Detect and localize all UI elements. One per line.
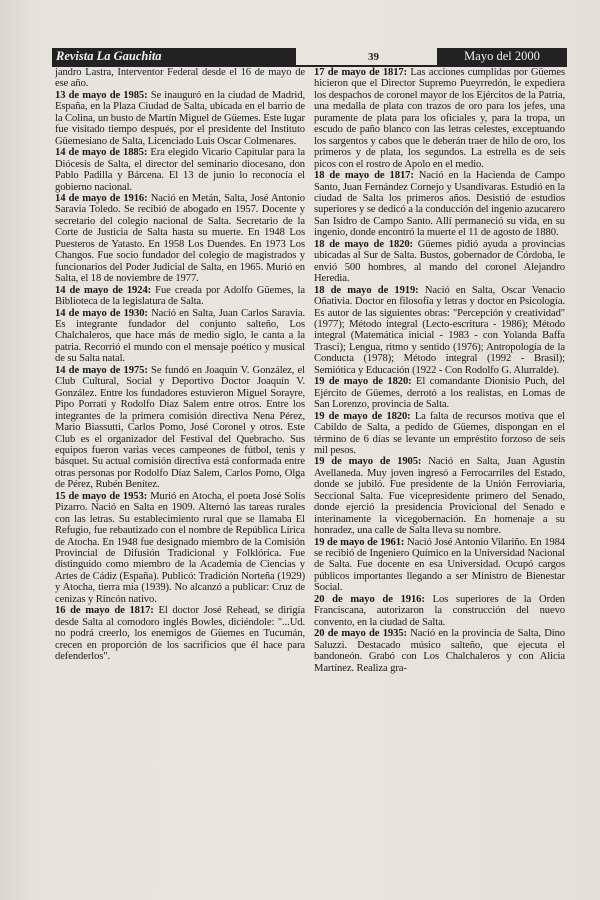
masthead	[52, 48, 567, 67]
entry-date: 19 de mayo de 1961:	[314, 536, 405, 548]
right-column	[314, 67, 565, 842]
entry	[314, 285, 565, 377]
entry-text: Fue creada por Adolfo Güemes, la Biblioteca de la legislatura de Salta.	[55, 284, 305, 308]
entry-date: 20 de mayo de 1935:	[314, 628, 407, 640]
entry	[55, 67, 305, 90]
entry-text: Nació en Salta, Juan Carlos Saravia. Es integrante fundador del conjunto salteño, Los Chalchaleros, que hace más de medio siglo, le canta a la patria. Recorrió el mundo con el mensaje poético y musical de su Salta natal.	[55, 307, 305, 365]
entry-date: 15 de mayo de 1953:	[55, 490, 148, 502]
entry-text: Nació en Salta, Juan Agustín Avellaneda. Muy joven ingresó a Ferrocarriles del Estado, donde se jubiló. Fue presidente de la Unión Ferroviaria, Seccional Salta. Fue vicepresidente primero del Senado, donde ejerció la presidencia Provicional del Senado e interinamente la vicegobernación. En homenaje a su honradez, una calle de Salta lleva su nombre.	[314, 456, 565, 537]
entry-text: Nació en Metán, Salta, José Antonio Saravia Toledo. Se recibió de abogado en 1957. Docente y secretario del colegio nacional de Salta. Secretario de la Corte de Justicia de Salta hasta su muerte. En 1948 Los Puesteros de Yatasto. En 1958 Los Duendes. En 1973 Los Changos. Fue socio fundador del colegio de magistrados y funcionarios del Poder Judicial de Salta, en 1965. Murió en Salta, el 18 de noviembre de 1977.	[55, 192, 305, 285]
entry-text: Nació José Antonio Vilariño. En 1984 se recibió de Ingeniero Químico en la Universidad Nacional de Salta. Fue docente en esa Universidad. Ocupó cargos públicos importantes llegando a ser Ministro de Bienestar Social.	[314, 536, 565, 594]
entry-text: jandro Lastra, Interventor Federal desde el 16 de mayo de ese año.	[55, 67, 305, 90]
entry-text: Nació en la Hacienda de Campo Santo, Juan Fernández Cornejo y Usandivaras. Estudió en la ciudad de Salta los primeros años. Desistió de estudios superiores y se dedicó a la conducción del ingenio azucarero San Isidro de Campo Santo. Allí permaneció su vida, en su ingenio, donde encontró la muerte el 11 de agosto de 1880.	[314, 170, 565, 239]
entry-date: 14 de mayo de 1975:	[55, 364, 148, 376]
left-column	[55, 67, 305, 842]
entry	[314, 376, 565, 410]
entry	[314, 170, 565, 239]
entry-date: 14 de mayo de 1916:	[55, 192, 148, 204]
entry	[55, 491, 305, 606]
entry-date: 19 de mayo de 1820:	[314, 376, 412, 388]
entry-date: 14 de mayo de 1885:	[55, 147, 148, 159]
entry	[314, 537, 565, 594]
entry	[55, 147, 305, 193]
entry-text: Nació en la provincia de Salta, Dino Saluzzi. Destacado músico salteño, que ejecuta el bandoneón. Grabó con Los Chalchaleros y con Alicia Martínez. Realiza gra-	[314, 628, 565, 674]
entry	[314, 456, 565, 536]
entry	[55, 365, 305, 491]
page-number: 39	[368, 51, 379, 63]
entry	[55, 308, 305, 365]
entry	[314, 411, 565, 457]
entry-text: Las acciones cumplidas por Güemes hicieron que el Director Supremo Pueyrredón, le expediera los despachos de coronel mayor de los Ejércitos de la Patria, una medalla de plata con trazos de oro para los jefes, una puramente de plata para los oficiales y, para la tropa, un escudo de paño blanco con las letras celestes, exceptuando los sargentos y cabos que le deberán traer de hilo de oro, los primeros y de plata, los segundos. La estrella es de seis picos con el rostro de Apolo en el medio.	[314, 67, 565, 170]
entry-text: Los superiores de la Orden Franciscana, autorizaron la construcción del nuevo convento, en la ciudad de Salta.	[314, 593, 565, 628]
entry-text: Se inauguró en la ciudad de Madrid, España, en la Plaza Ciudad de Salta, ubicada en el barrio de la Colina, un busto de Martín Miguel de Güemes. Este lugar fue visitado tiempo después, por el presidente del Instituto Güemesiano de Salta, Licenciado Luis Oscar Colmenares.	[55, 89, 305, 147]
entry-date: 13 de mayo de 1985:	[55, 89, 148, 101]
issue-date: Mayo del 2000	[437, 48, 567, 65]
entry-date: 18 de mayo de 1817:	[314, 170, 414, 182]
entry-date: 18 de mayo de 1820:	[314, 238, 413, 250]
entry-text: Se fundó en Joaquín V. González, el Club Cultural, Social y Deportivo Doctor Joaquín V. González. Entre los fundadores estuvieron Miguel Sorayre, Pipo Porrati y Rodolfo Díaz Salem entre otros. Entre los integrantes de la primera comisión directiva Nena Pérez, Mario Biassutti, Carlos Pomo, José Coronel y otros. Este Club es el organizador del Festival del Quebracho. Sus equipos fueron varias veces campeones de fútbol, tenis y básquet. Su actual comisión directiva está conformada entre otras personas por Rodolfo Díaz Salem, Carlos Pomo, Olga de Pérez, Rubén Benítez.	[55, 364, 305, 491]
entry-text: Nació en Salta, Oscar Venacio Oñativia. Doctor en filosofía y letras y doctor en Psicología. Es autor de las siguientes obras: "Percepción y creatividad" (1977); Método integral (Lecto-escritura - 1986); Método integral (Matemática inicial - 1983 - con Yolanda Baffa Trasci); Lengua, ritmo y sentido (1976); Antropología de la Conducta (1978); Método integral (1992 - Brasil); Semiótica y Educación (1922 - Con Rodolfo G. Alurralde).	[314, 284, 565, 376]
entry-date: 16 de mayo de 1817:	[55, 605, 154, 617]
entry-text: Güemes pidió ayuda a provincias ubicadas al Sur de Salta. Bustos, gobernador de Córdoba, le envió 500 hombres, al mando del coronel Alejandro Heredia.	[314, 238, 565, 285]
entry	[55, 605, 305, 662]
entry	[314, 67, 565, 170]
entry-date: 14 de mayo de 1930:	[55, 307, 148, 319]
entry-date: 17 de mayo de 1817:	[314, 67, 408, 78]
entry-text: Murió en Atocha, el poeta José Solís Pizarro. Nació en Salta en 1909. Alternó las tareas rurales con las letras. Su establecimiento rural que se llamaba El Refugio, fue rebautizado con el nombre de República Lírica de Atocha. En 1948 fue designado miembro de la Comisión Provincial de Difusión Tradicional y Folklórica. Fue distinguido como miembro de la Academia de Ciencias y Artes de Cádiz (España). Publicó: Tradición Norteña (1929) y Atocha, tierra mía (1939). No alcanzó a publicar: Cruz de cenizas y Rincón nativo.	[55, 490, 305, 605]
entry-date: 14 de mayo de 1924:	[55, 284, 152, 296]
entry-text: El comandante Dionisio Puch, del Ejército de Güemes, derrotó a los realistas, en Lomas de San Lorenzo, provincia de Salta.	[314, 376, 565, 411]
entry-date: 19 de mayo de 1905:	[314, 456, 422, 468]
entry	[314, 628, 565, 674]
entry-date: 19 de mayo de 1820:	[314, 410, 411, 422]
entry-date: 20 de mayo de 1916:	[314, 593, 425, 605]
entry-date: 18 de mayo de 1919:	[314, 284, 419, 296]
entry	[314, 239, 565, 285]
entry-text: Era elegido Vicario Capitular para la Diócesis de Salta, el director del seminario diocesano, don Pablo Padilla y Bárcena. El 13 de junio lo reconocía el gobierno nacional.	[55, 147, 305, 193]
entry-text: La falta de recursos motiva que el Cabildo de Salta, a pedido de Güemes, dispongan en el término de 6 días se levante un empréstito forzoso de seis mil pesos.	[314, 410, 565, 456]
entry	[55, 285, 305, 308]
magazine-title: Revista La Gauchita	[52, 48, 296, 65]
entry	[314, 594, 565, 628]
entry-text: El doctor José Rehead, se dirigía desde Salta al comodoro inglés Bowles, diciéndole: "...Ud. no podrá creerlo, los enemigos de Güemes en Tucumán, crecen en proporción de los sacrificios que él hace para defenderlos".	[55, 605, 305, 663]
entry	[55, 90, 305, 147]
entry	[55, 193, 305, 285]
